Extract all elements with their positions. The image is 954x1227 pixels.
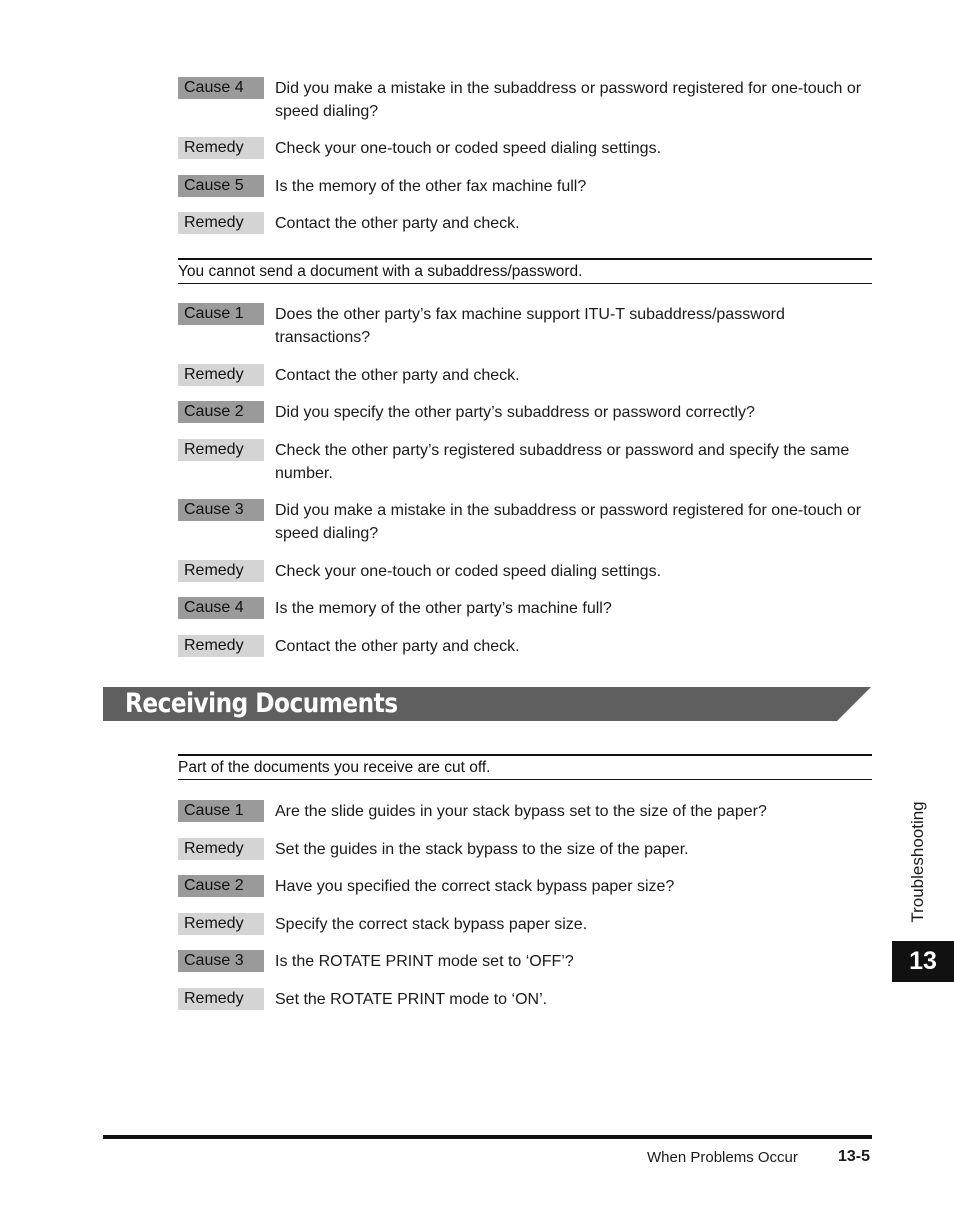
remedy-label: Remedy [178, 838, 264, 860]
remedy-label: Remedy [178, 137, 264, 159]
cause-label: Cause 3 [178, 499, 264, 521]
remedy-text: Contact the other party and check. [275, 367, 520, 384]
remedy-text: Contact the other party and check. [275, 215, 520, 232]
remedy-label: Remedy [178, 364, 264, 386]
cause-label: Cause 2 [178, 875, 264, 897]
remedy-label: Remedy [178, 560, 264, 582]
remedy-text: Set the ROTATE PRINT mode to ‘ON’. [275, 991, 548, 1008]
section-title: Receiving Documents [125, 688, 398, 719]
footer-section-title: When Problems Occur [647, 1149, 798, 1166]
page-number: 13-5 [838, 1148, 871, 1165]
remedy-label: Remedy [178, 988, 264, 1010]
cause-label: Cause 4 [178, 597, 264, 619]
remedy-text: Set the guides in the stack bypass to the size of the paper. [275, 841, 689, 858]
footer-divider [103, 1135, 872, 1139]
remedy-label: Remedy [178, 635, 264, 657]
cause-text: Is the ROTATE PRINT mode set to ‘OFF’? [275, 953, 574, 970]
cause-label: Cause 1 [178, 800, 264, 822]
cause-text: Does the other party’s fax machine support ITU-T subaddress/password transactions? [275, 306, 785, 346]
cause-label: Cause 3 [178, 950, 264, 972]
remedy-label: Remedy [178, 913, 264, 935]
cause-text: Did you make a mistake in the subaddress or password registered for one-touch or speed dialing? [275, 80, 862, 120]
remedy-text: Check the other party’s registered subaddress or password and specify the same number. [275, 442, 850, 482]
cause-text: Have you specified the correct stack bypass paper size? [275, 878, 675, 895]
section-banner [103, 687, 871, 721]
problem-heading [178, 754, 872, 780]
cause-label: Cause 1 [178, 303, 264, 325]
cause-text: Is the memory of the other party’s machine full? [275, 600, 612, 617]
cause-text: Did you make a mistake in the subaddress or password registered for one-touch or speed dialing? [275, 502, 862, 542]
remedy-label: Remedy [178, 212, 264, 234]
cause-text: Is the memory of the other fax machine full? [275, 178, 587, 195]
remedy-label: Remedy [178, 439, 264, 461]
cause-text: Are the slide guides in your stack bypass set to the size of the paper? [275, 803, 767, 820]
chapter-side-label-text: Troubleshooting [908, 801, 927, 923]
cause-label: Cause 2 [178, 401, 264, 423]
remedy-text: Check your one-touch or coded speed dialing settings. [275, 563, 662, 580]
problem-heading-text: You cannot send a document with a subaddress/password. [178, 263, 583, 280]
problem-heading-text: Part of the documents you receive are cut off. [178, 759, 491, 776]
chapter-tab: 13 [892, 941, 954, 982]
remedy-text: Contact the other party and check. [275, 638, 520, 655]
problem-heading [178, 258, 872, 284]
cause-label: Cause 5 [178, 175, 264, 197]
cause-text: Did you specify the other party’s subaddress or password correctly? [275, 404, 755, 421]
cause-label: Cause 4 [178, 77, 264, 99]
remedy-text: Specify the correct stack bypass paper size. [275, 916, 588, 933]
remedy-text: Check your one-touch or coded speed dialing settings. [275, 140, 662, 157]
